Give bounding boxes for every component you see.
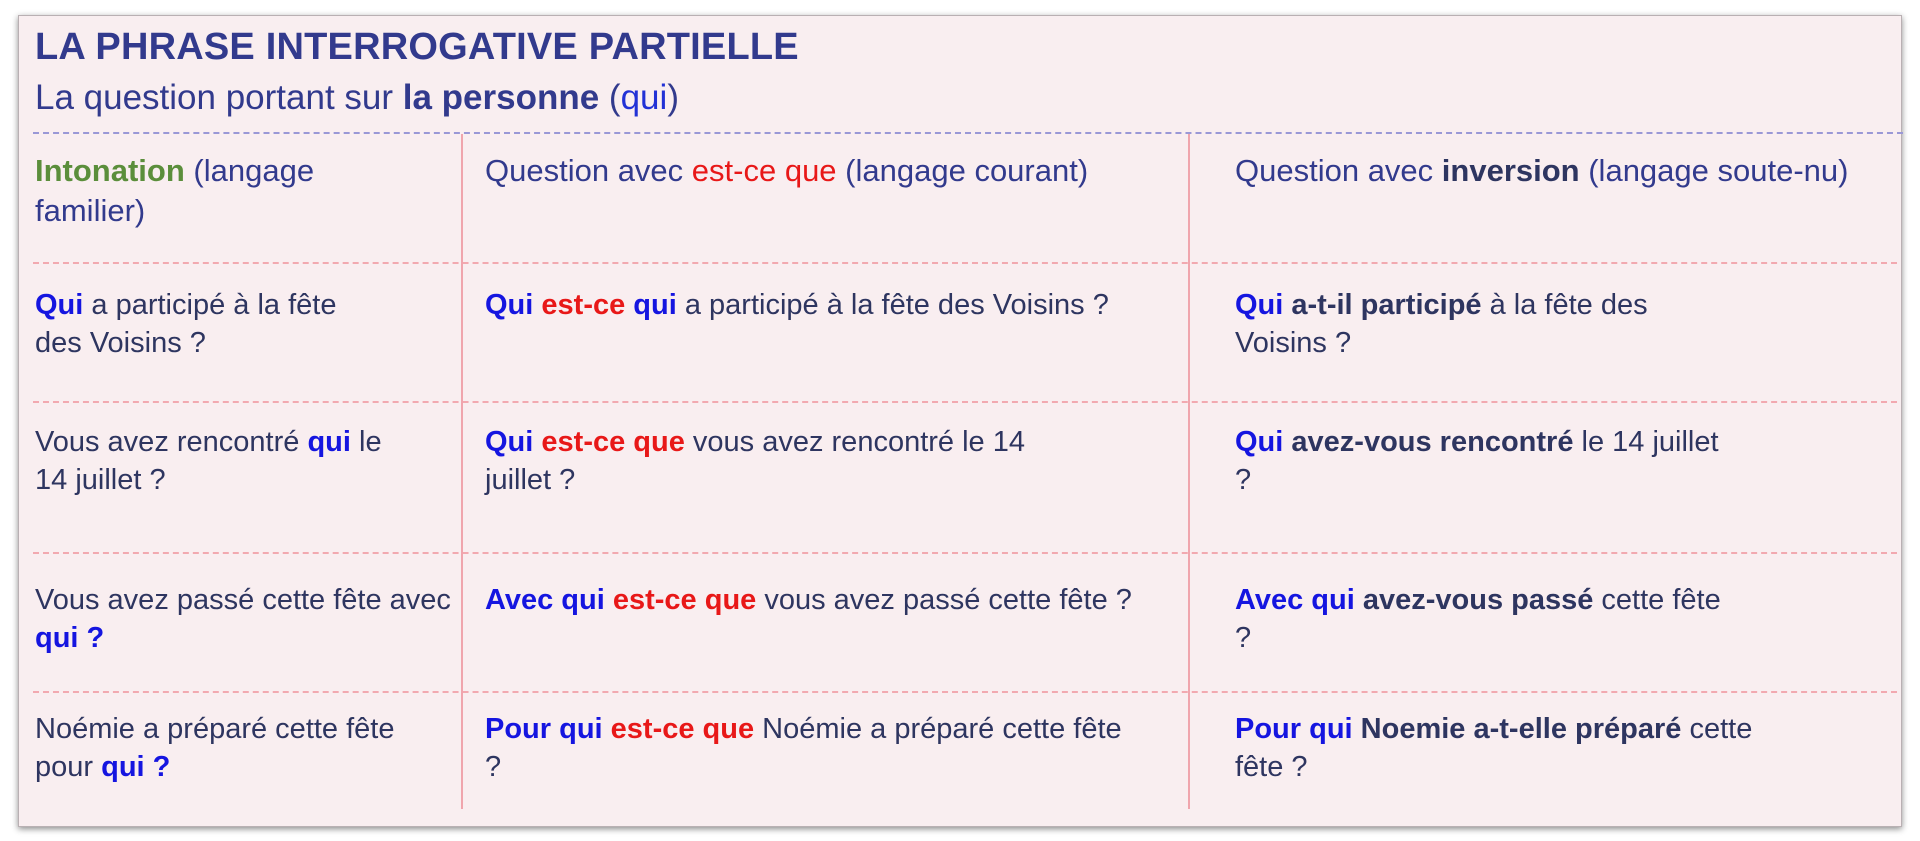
row2-est-ce-que [485, 423, 1085, 499]
row1-est-ce-que [485, 286, 1185, 324]
interrogative-word: Avec qui [1235, 584, 1355, 616]
row2-inversion [1235, 423, 1725, 499]
sentence-text: Vous avez rencontré [35, 426, 308, 458]
interrogative-word: Qui [1235, 289, 1284, 321]
row4-inversion [1235, 710, 1795, 786]
page-title: LA PHRASE INTERROGATIVE PARTIELLE [35, 26, 799, 68]
subtitle-prefix: La question portant sur [35, 78, 403, 117]
row3-est-ce-que [485, 581, 1185, 619]
est-ce-que-text: est-ce que [602, 713, 755, 745]
header-est-ce-que-highlight: est-ce que [691, 153, 837, 188]
interrogative-word: Qui [485, 426, 534, 458]
column-divider [1188, 134, 1190, 809]
sentence-text: le 14 juillet ? [35, 426, 382, 496]
interrogative-word: Pour qui [1235, 713, 1353, 745]
sentence-text: à la fête des Voisins ? [1235, 289, 1648, 359]
sentence-text: a participé à la fête des Voisins ? [676, 289, 1109, 321]
interrogative-word: qui [307, 426, 351, 458]
sentence-text: cette fête ? [1235, 713, 1753, 783]
row-divider [33, 262, 1897, 264]
subtitle-paren-close: ) [667, 78, 679, 117]
row4-intonation [35, 710, 435, 786]
header-inversion-prefix: Question avec [1235, 153, 1442, 188]
header-est-ce-que [485, 151, 1175, 191]
est-ce-que-text: est-ce que [604, 584, 757, 616]
grammar-card [18, 15, 1902, 827]
interrogative-word: Avec qui [485, 584, 605, 616]
inversion-text: a-t-il participé [1283, 289, 1482, 321]
header-inversion [1235, 151, 1875, 191]
interrogative-word: Pour qui [485, 713, 603, 745]
est-ce-que-text: est-ce que [533, 426, 685, 458]
row1-inversion [1235, 286, 1725, 362]
interrogative-word: Qui [35, 289, 84, 321]
interrogative-word: Qui [1235, 426, 1284, 458]
interrogative-word: Qui [485, 289, 534, 321]
row-divider [33, 691, 1897, 693]
header-intonation-rest: (langage familier) [35, 153, 315, 228]
sentence-text: le 14 juillet ? [1235, 426, 1719, 496]
sentence-text: vous avez rencontré le 14 juillet ? [485, 426, 1025, 496]
header-intonation [35, 151, 415, 231]
interrogative-word: qui ? [101, 751, 171, 783]
row3-inversion [1235, 581, 1725, 657]
header-est-ce-que-rest: (langage courant) [836, 153, 1089, 188]
subtitle-bold: la personne [402, 78, 600, 117]
column-divider [461, 134, 463, 809]
row2-intonation [35, 423, 415, 499]
sentence-text: a participé à la fête des Voisins ? [35, 289, 337, 359]
sentence-text: vous avez passé cette fête ? [756, 584, 1132, 616]
row4-est-ce-que [485, 710, 1125, 786]
row1-intonation [35, 286, 375, 362]
inversion-text: Noemie a-t-elle préparé [1352, 713, 1682, 745]
header-divider [33, 132, 1903, 134]
sentence-text: Noémie a préparé cette fête ? [485, 713, 1122, 783]
row-divider [33, 401, 1897, 403]
interrogative-word: qui [625, 289, 677, 321]
interrogative-word: qui ? [35, 622, 105, 654]
inversion-text: avez-vous rencontré [1283, 426, 1574, 458]
subtitle-word: qui [620, 78, 668, 117]
header-intonation-bold: Intonation [35, 153, 185, 188]
est-ce-text: est-ce [533, 289, 626, 321]
header-est-ce-que-prefix: Question avec [485, 153, 692, 188]
inversion-text: avez-vous passé [1354, 584, 1594, 616]
row3-intonation [35, 581, 455, 657]
header-inversion-bold: inversion [1441, 153, 1580, 188]
row-divider [33, 552, 1897, 554]
sentence-text: cette fête ? [1235, 584, 1721, 654]
subtitle-paren-open: ( [599, 78, 621, 117]
sentence-text: Vous avez passé cette fête avec [35, 584, 451, 616]
page-subtitle [35, 78, 679, 118]
header-inversion-rest: (langage soute-nu) [1579, 153, 1849, 188]
sentence-text: Noémie a préparé cette fête pour [35, 713, 395, 783]
